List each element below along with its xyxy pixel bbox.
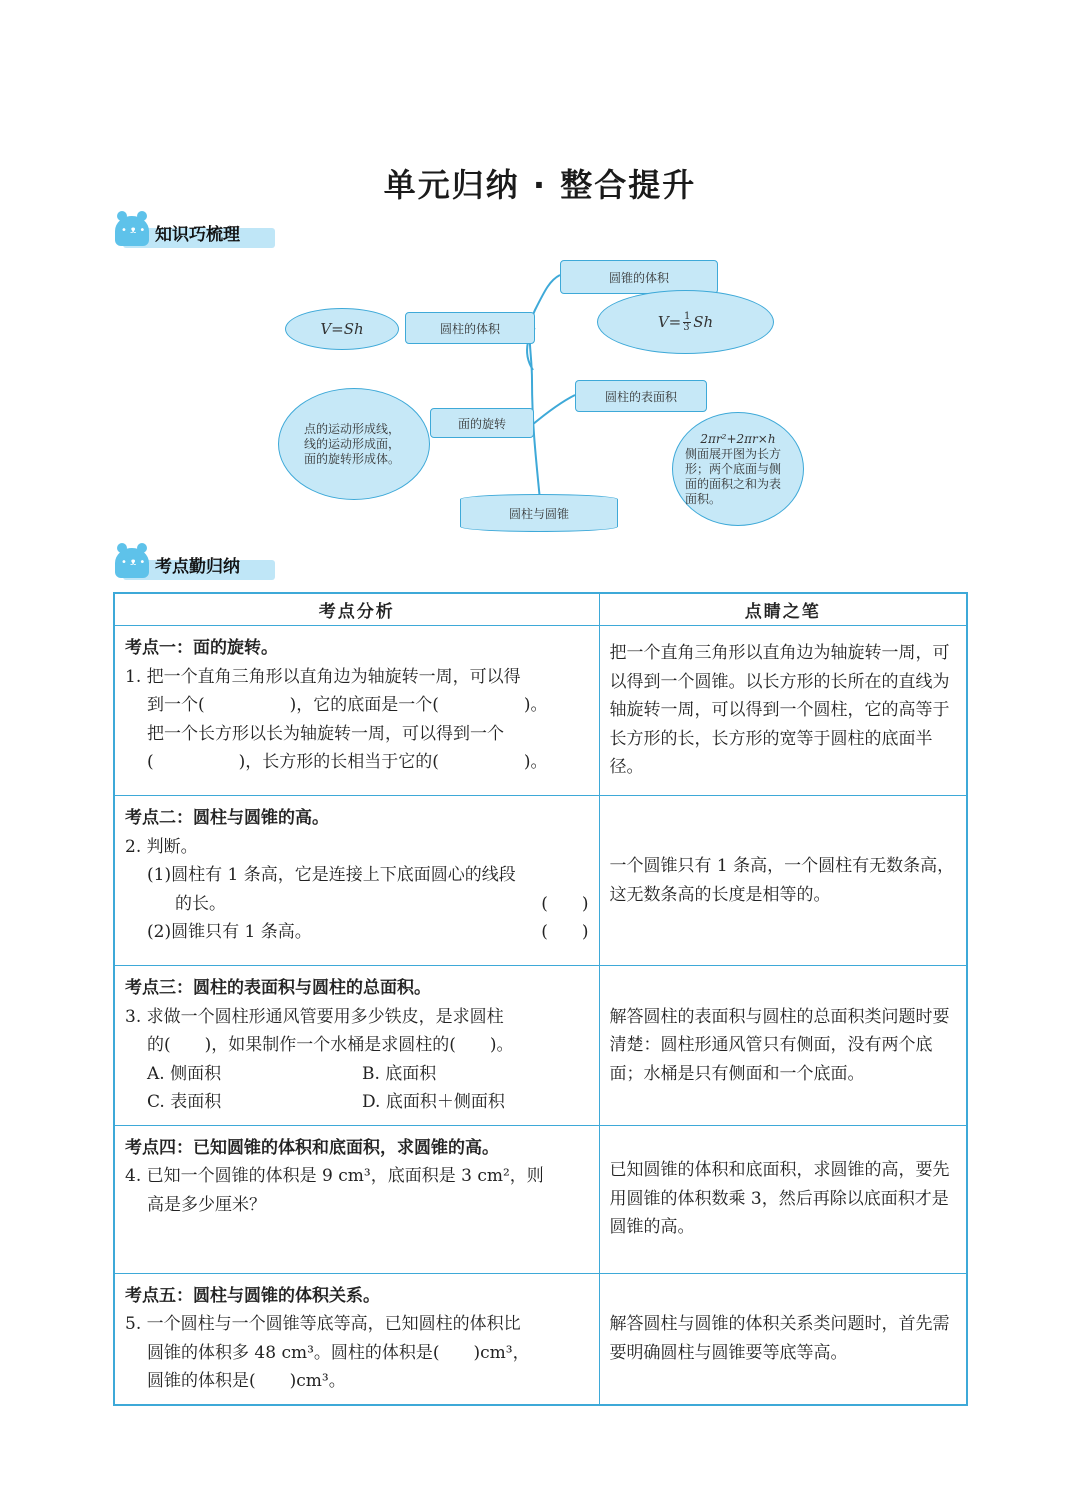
tip-cell: 一个圆锥只有 1 条高，一个圆柱有无数条高，这无数条高的长度是相等的。 bbox=[599, 796, 967, 966]
analysis-cell: 考点四：已知圆锥的体积和底面积，求圆锥的高。 4. 已知一个圆锥的体积是 9 cm³，底面积是 3 cm²，则 高是多少厘米？ bbox=[114, 1125, 599, 1273]
mind-map bbox=[270, 250, 830, 540]
tip-cell: 解答圆柱与圆锥的体积关系类问题时，首先需要明确圆柱与圆锥要等底等高。 bbox=[599, 1273, 967, 1405]
table-header-row bbox=[114, 593, 967, 626]
analysis-cell: 考点三：圆柱的表面积与圆柱的总面积。 3. 求做一个圆柱形通风管要用多少铁皮，是求圆柱 的( )，如果制作一个水桶是求圆柱的( )。 A. 侧面积 B. 底面积 C. 表面积 D. 底面积＋侧面积 bbox=[114, 966, 599, 1126]
node-cone-volume: 圆锥的体积 bbox=[560, 260, 718, 294]
node-cylinder-formula: V=Sh bbox=[285, 308, 399, 350]
table-row bbox=[114, 796, 967, 966]
table-row bbox=[114, 626, 967, 796]
node-rotation-desc: 点的运动形成线，线的运动形成面，面的旋转形成体。 bbox=[278, 388, 430, 500]
bear-icon: • ᴥ • bbox=[115, 548, 149, 578]
analysis-cell: 考点二：圆柱与圆锥的高。 2. 判断。 (1)圆柱有 1 条高，它是连接上下底面圆心的线段 的长。 ( ) (2)圆锥只有 1 条高。 ( ) bbox=[114, 796, 599, 966]
section-label: 考点勤归纳 bbox=[155, 557, 240, 577]
tip-cell: 已知圆锥的体积和底面积，求圆锥的高，要先用圆锥的体积数乘 3，然后再除以底面积才是圆锥的高。 bbox=[599, 1125, 967, 1273]
tip-cell: 把一个直角三角形以直角边为轴旋转一周，可以得到一个圆锥。以长方形的长所在的直线为轴旋转一周，可以得到一个圆柱，它的高等于长方形的长，长方形的宽等于圆柱的底面半径。 bbox=[599, 626, 967, 796]
page-title: 单元归纳 · 整合提升 bbox=[383, 166, 697, 204]
node-surface-desc: 2πr²+2πr×h 侧面展开图为长方形；两个底面与侧面的面积之和为表面积。 bbox=[672, 412, 804, 526]
node-surface-area: 圆柱的表面积 bbox=[575, 380, 707, 412]
node-rotation: 面的旋转 bbox=[430, 408, 534, 438]
section-badge-exam-points bbox=[115, 548, 275, 582]
node-cylinder-volume: 圆柱的体积 bbox=[405, 312, 535, 344]
analysis-cell: 考点五：圆柱与圆锥的体积关系。 5. 一个圆柱与一个圆锥等底等高，已知圆柱的体积比 圆锥的体积多 48 cm³。圆柱的体积是( )cm³， 圆锥的体积是( )cm³。 bbox=[114, 1273, 599, 1405]
table-row bbox=[114, 1273, 967, 1405]
table-row bbox=[114, 966, 967, 1126]
header-tips: 点睛之笔 bbox=[599, 593, 967, 626]
node-cone-formula: V= $\frac{1}{3}$ Sh bbox=[597, 290, 774, 354]
node-center: 圆柱与圆锥 bbox=[460, 494, 618, 532]
analysis-cell: 考点一：面的旋转。 1. 把一个直角三角形以直角边为轴旋转一周，可以得 到一个( )，它的底面是一个( )。 把一个长方形以长为轴旋转一周，可以得到一个 ( )，长方形的长相当于它的( )。 bbox=[114, 626, 599, 796]
table-row bbox=[114, 1125, 967, 1273]
bear-icon: • ᴥ • bbox=[115, 216, 149, 246]
exam-points-table bbox=[113, 592, 968, 1406]
section-badge-knowledge bbox=[115, 216, 275, 250]
section-label: 知识巧梳理 bbox=[155, 225, 240, 245]
header-analysis: 考点分析 bbox=[114, 593, 599, 626]
tip-cell: 解答圆柱的表面积与圆柱的总面积类问题时要清楚：圆柱形通风管只有侧面，没有两个底面；水桶是只有侧面和一个底面。 bbox=[599, 966, 967, 1126]
